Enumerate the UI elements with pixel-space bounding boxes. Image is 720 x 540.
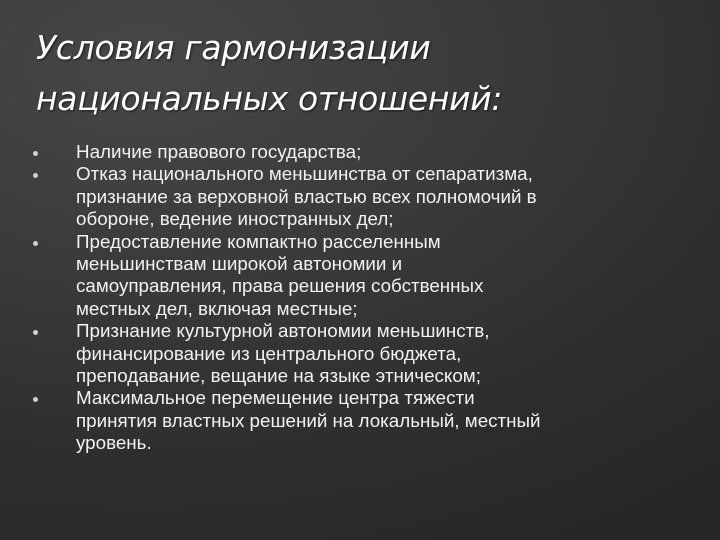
bullet-item-5-line-2: принятия властных решений на локальный, местный [76, 409, 541, 431]
bullet-dot-icon [33, 173, 38, 178]
bullet-item-2-line-1: Отказ национального меньшинства от сепаратизма, [76, 163, 533, 185]
bullet-dot-icon [33, 397, 38, 402]
bullet-list [0, 141, 720, 455]
bullet-item-5-line-1: Максимальное перемещение центра тяжести [76, 387, 475, 409]
bullet-item-3-line-3: самоуправления, права решения собственных [76, 275, 484, 297]
bullet-item-1 [0, 141, 720, 163]
bullet-dot-icon [33, 330, 38, 335]
slide-title-line-1: Условия гармонизации [36, 28, 431, 67]
bullet-item-3-line-1: Предоставление компактно расселенным [76, 230, 441, 252]
bullet-item-2 [0, 163, 720, 230]
bullet-item-3 [0, 231, 720, 321]
bullet-item-5-line-3: уровень. [76, 432, 152, 454]
slide-title [36, 22, 676, 124]
bullet-item-3-line-4: местных дел, включая местные; [76, 297, 358, 319]
bullet-item-3-line-2: меньшинствам широкой автономии и [76, 253, 403, 275]
bullet-item-4-line-3: преподавание, вещание на языке этническом; [76, 365, 481, 387]
bullet-item-2-line-3: обороне, ведение иностранных дел; [76, 208, 394, 230]
bullet-dot-icon [33, 241, 38, 246]
slide-title-line-2: национальных отношений: [36, 79, 503, 118]
bullet-item-5 [0, 387, 720, 454]
bullet-item-2-line-2: признание за верховной властью всех полномочий в [76, 185, 537, 207]
bullet-dot-icon [33, 151, 38, 156]
bullet-item-1-line-1: Наличие правового государства; [76, 141, 362, 162]
bullet-item-4-line-2: финансирование из центрального бюджета, [76, 342, 462, 364]
bullet-item-4-line-1: Признание культурной автономии меньшинств, [76, 320, 490, 342]
bullet-item-4 [0, 320, 720, 387]
